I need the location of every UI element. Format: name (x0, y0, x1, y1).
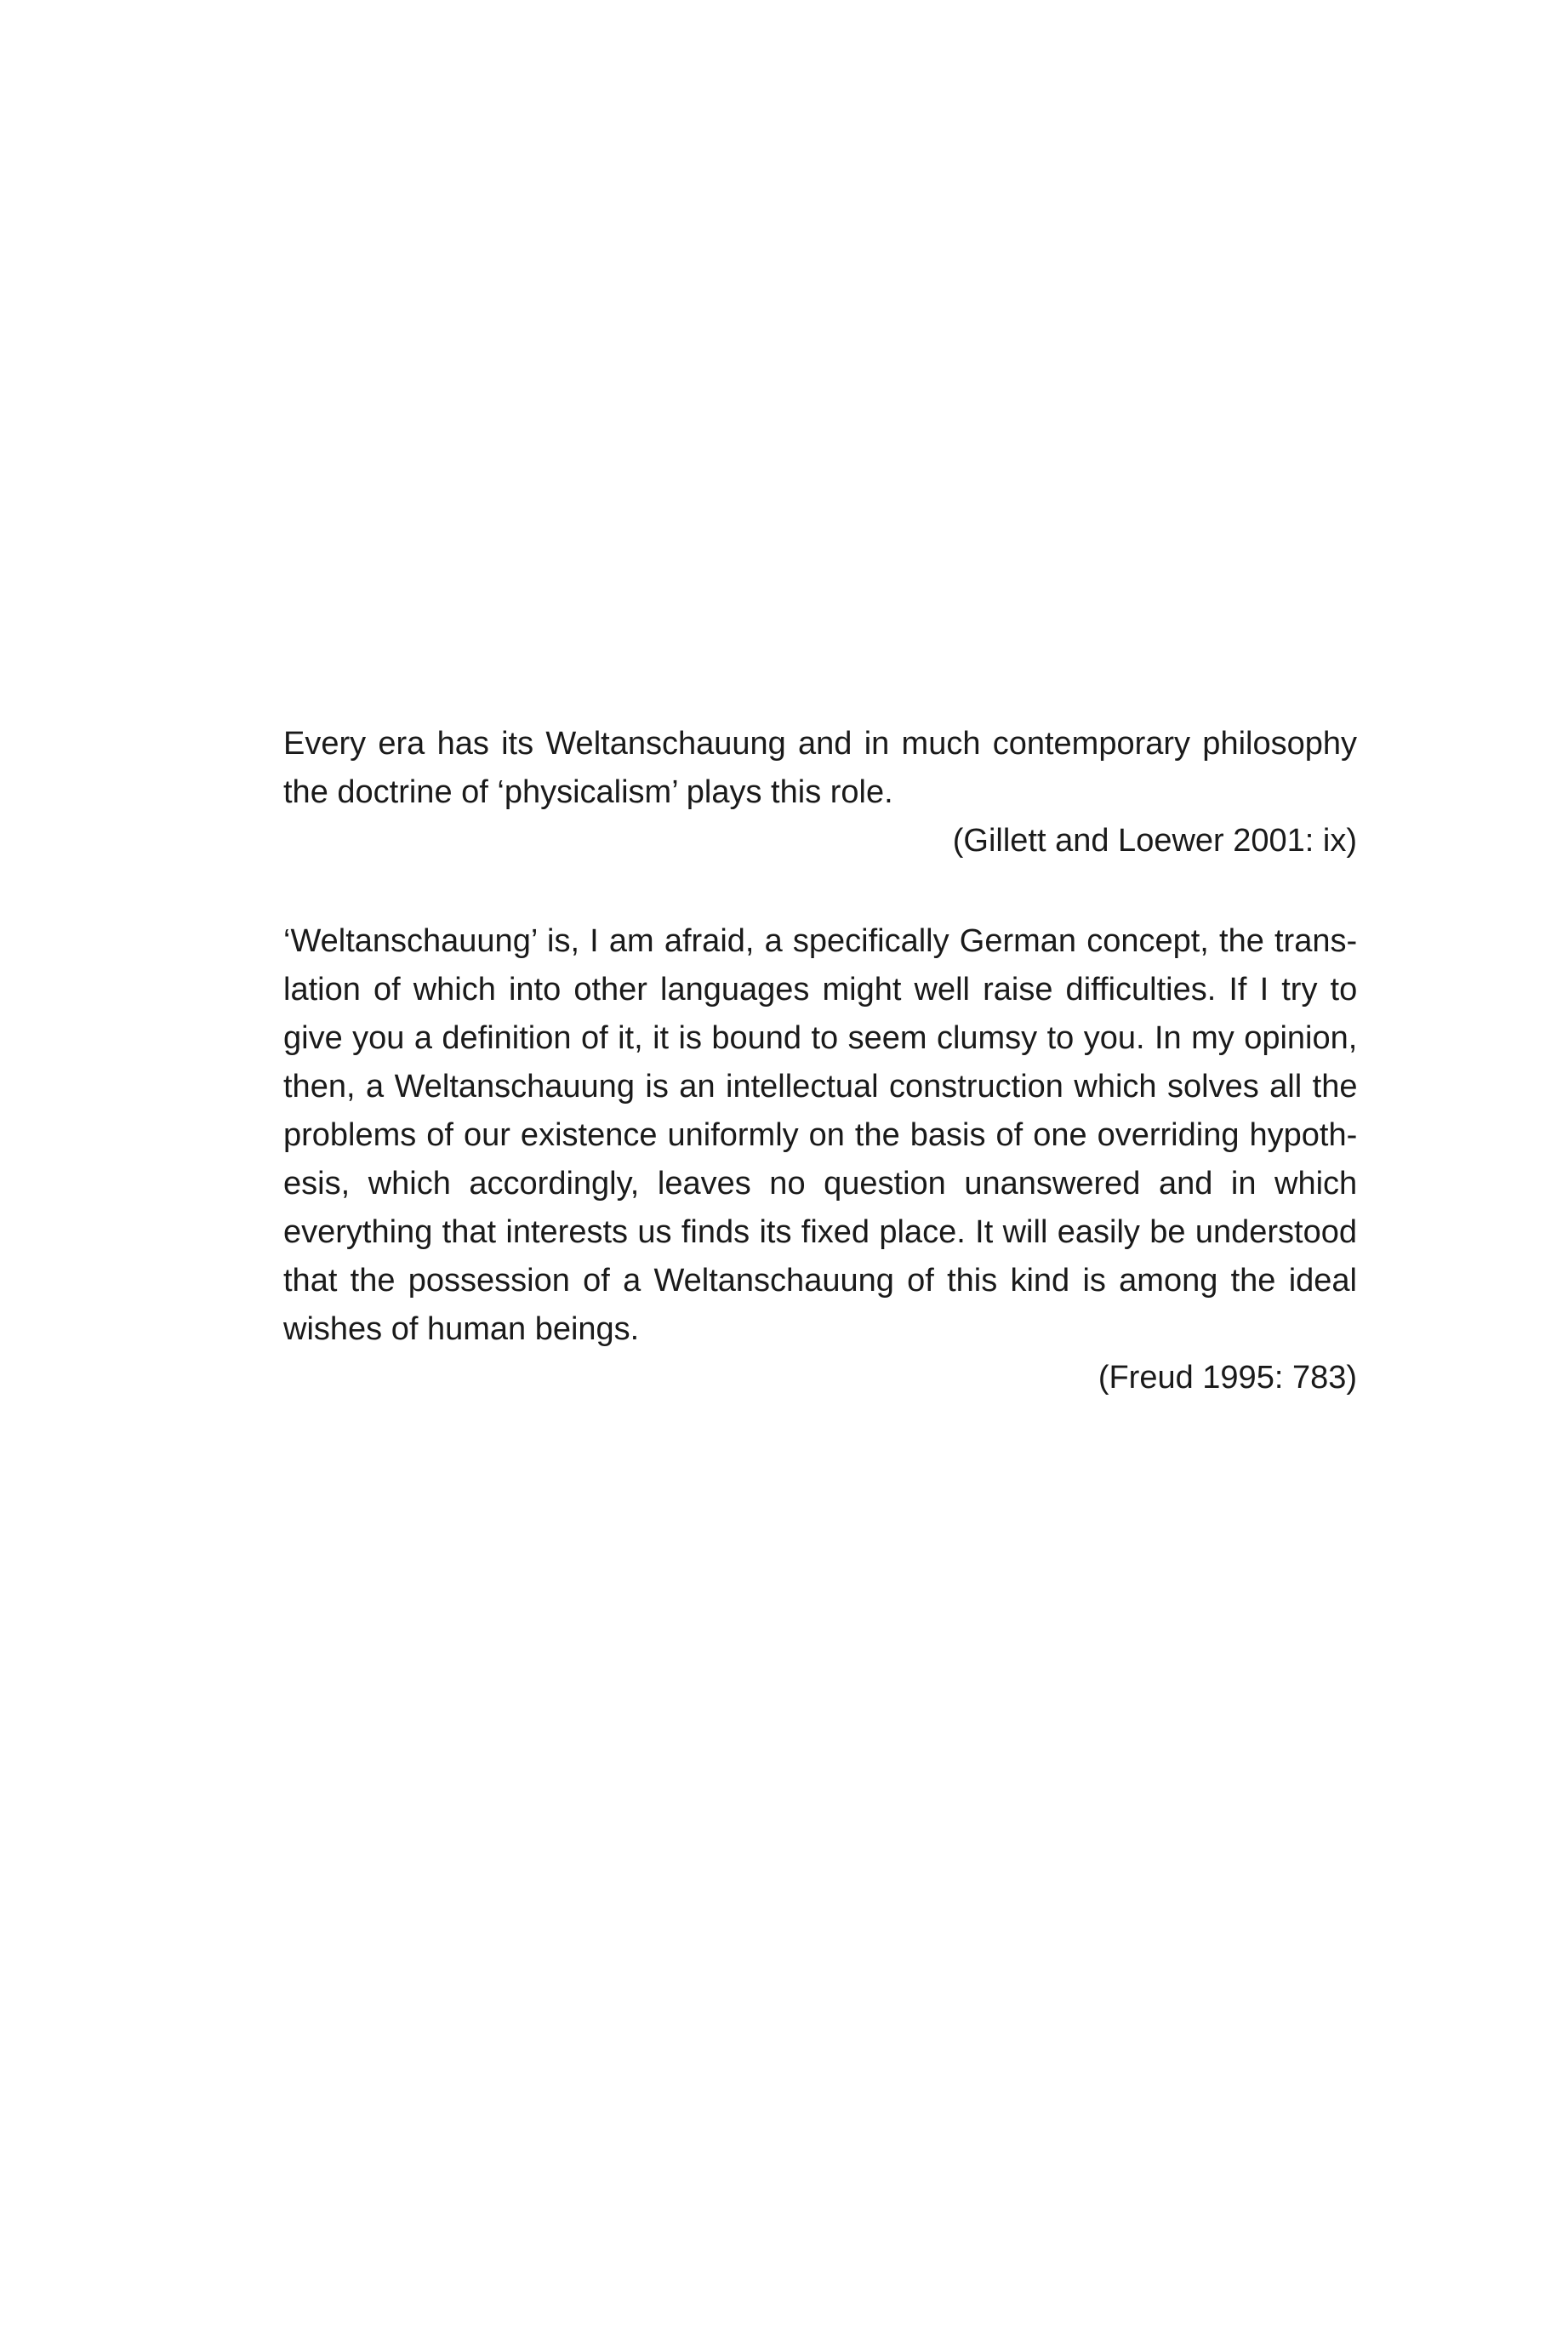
epigraph-line: give you a definition of it, it is bound to seem clumsy to you. In my opinion, (283, 1020, 1358, 1056)
epigraph-line: everything that interests us finds its fixed place. It will easily be understood (283, 1214, 1357, 1250)
epigraph-line: ‘Weltanschauung’ is, I am afraid, a specifically German concept, the trans- (283, 923, 1358, 959)
epigraph-citation: (Gillett and Loewer 2001: ix) (952, 823, 1357, 859)
epigraph-line: Every era has its Weltanschauung and in much contemporary philosophy (283, 726, 1357, 762)
epigraph-line: wishes of human beings. (283, 1311, 640, 1347)
epigraph-citation: (Freud 1995: 783) (1098, 1360, 1357, 1396)
epigraph-line: esis, which accordingly, leaves no question unanswered and in which (283, 1166, 1358, 1202)
epigraph-line: that the possession of a Weltanschauung of this kind is among the ideal (283, 1263, 1357, 1299)
epigraph-line: problems of our existence uniformly on the basis of one overriding hypoth- (283, 1117, 1358, 1153)
epigraph-line: the doctrine of ‘physicalism’ plays this role. (283, 774, 893, 810)
epigraph-freud (283, 917, 1357, 1402)
epigraph-line: then, a Weltanschauung is an intellectual construction which solves all the (283, 1069, 1358, 1105)
epigraph-line: lation of which into other languages might well raise difficulties. If I try to (283, 972, 1358, 1008)
epigraph-gillett-loewer (283, 720, 1357, 865)
